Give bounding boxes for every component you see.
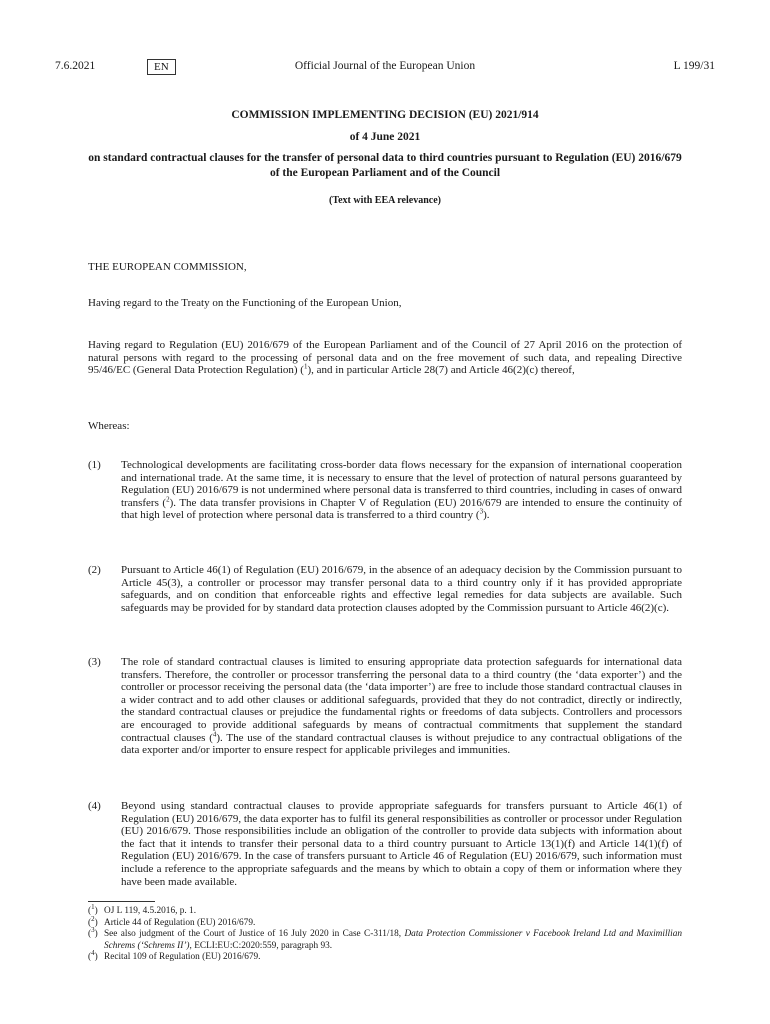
footnote-number: 1	[91, 902, 95, 911]
regulation-text: Having regard to Regulation (EU) 2016/679 of the European Parliament and of the Council of 27 April 2016 on the protection of natural persons with regard to the processing of personal data and on the free movement of such data, and repealing Directive 95/46/EC (General Data Protection Regulation) (	[88, 339, 682, 377]
document-title	[88, 108, 682, 209]
whereas-heading: Whereas:	[88, 420, 130, 432]
footnote-text: OJ L 119, 4.5.2016, p. 1.	[104, 906, 197, 916]
footnote-1	[88, 902, 682, 918]
recital-text-part: Technological developments are facilitating cross-border data flows necessary for the expansion of international cooperation and international trade. At the same time, it is necessary to ensure that the level of protection of natural persons guaranteed by Regulation (EU) 2016/679 is not undermined where personal data is transferred to third countries, including in cases of onward transfers (	[121, 459, 682, 509]
page-reference: L 199/31	[673, 60, 715, 72]
recital-4	[88, 800, 682, 888]
footnote-mark: ($^4$)	[88, 949, 98, 963]
recital-text-part: ). The use of the standard contractual clauses is without prejudice to any contractual obligations of the data exporter and/or importer to ensure respect for applicable privileges and immunities.	[121, 731, 682, 757]
recital-number: (1)	[88, 459, 101, 471]
footnote-ref[interactable]: 3	[479, 507, 484, 516]
journal-name: Official Journal of the European Union	[294, 60, 476, 72]
recital-3	[88, 656, 682, 757]
recital-number: (4)	[88, 800, 101, 812]
footnote-mark: ($^1$)	[88, 902, 98, 916]
footnote-4	[88, 949, 682, 964]
recital-text-part: ).	[483, 509, 490, 522]
language-badge: EN	[147, 59, 176, 75]
footnote-ref[interactable]: 1	[303, 362, 308, 371]
recital-text-part: ). The data transfer provisions in Chapter V of Regulation (EU) 2016/679 are intended to ensure the continuity of that high level of protection where personal data is transferred to a third country (	[121, 496, 682, 522]
recital-text	[121, 656, 682, 757]
footnote-ref[interactable]: 4	[212, 729, 217, 738]
recital-text: Beyond using standard contractual clauses to provide appropriate safeguards for transfers pursuant to Article 46(1) of Regulation (EU) 2016/679, the data exporter has to fulfil its general responsibilities as controller or processor under Regulation (EU) 2016/679. Those responsibilities include an obligation of the controller to provide data subjects with information about the fact that it intends to transfer their personal data to a third country pursuant to Article 13(1)(f) and Article 14(1)(f) of Regulation (EU) 2016/679. In the case of transfers pursuant to Article 46 of Regulation (EU) 2016/679, such information must include a reference to the appropriate safeguards and the means by which to obtain a copy of them or information where they have been made available.	[121, 800, 682, 888]
recital-number: (2)	[88, 564, 101, 576]
regulation-text-cont: ), and in particular Article 28(7) and Article 46(2)(c) thereof,	[307, 364, 575, 377]
regulation-citation	[88, 339, 682, 377]
footnote-3	[88, 926, 682, 952]
recital-1	[88, 459, 682, 522]
recital-text	[121, 459, 682, 522]
recital-2	[88, 564, 682, 614]
footnote-text: See also judgment of the Court of Justice of 16 July 2020 in Case C-311/18,	[104, 929, 405, 940]
footnote-number: 3	[91, 926, 95, 935]
footnote-divider	[88, 901, 155, 902]
footnotes	[88, 902, 682, 964]
decision-date: of 4 June 2021	[349, 130, 421, 143]
footnote-2	[88, 914, 682, 930]
decision-subject: on standard contractual clauses for the transfer of personal data to third countries pursuant to Regulation (EU) 2016/679 of the European Parliament and of the Council	[88, 152, 682, 179]
footnote-mark: ($^3$)	[88, 926, 98, 940]
footnote-ref[interactable]: 2	[166, 495, 170, 504]
footnote-mark: ($^2$)	[88, 914, 98, 928]
footnote-number: 4	[91, 949, 95, 958]
eea-relevance: (Text with EEA relevance)	[329, 195, 441, 206]
recital-text: Pursuant to Article 46(1) of Regulation (EU) 2016/679, in the absence of an adequacy decision by the Commission pursuant to Article 45(3), a controller or processor may transfer personal data to a third country only if it has provided appropriate safeguards, and on condition that enforceable rights and effective legal remedies for data subjects are available. Such safeguards may be provided for by standard data protection clauses adopted by the Commission pursuant to Article 46(2)(c).	[121, 564, 682, 614]
page-header	[55, 60, 715, 76]
decision-title: COMMISSION IMPLEMENTING DECISION (EU) 2021/914	[231, 109, 539, 121]
case-name: Data Protection Commissioner v Facebook Ireland Ltd and Maximillian Schrems (‘Schrems II’)	[104, 929, 682, 951]
footnote-number: 2	[91, 914, 95, 923]
publication-date: 7.6.2021	[55, 60, 96, 72]
footnote-text: Recital 109 of Regulation (EU) 2016/679.	[104, 952, 261, 963]
recital-text-part: The role of standard contractual clauses is limited to ensuring appropriate data protection safeguards for international data transfers. Therefore, the controller or processor transferring the personal data to a third country (the ‘data exporter’) and the controller or processor receiving the personal data (the ‘data importer’) are free to include those standard contractual clauses in a wider contract and to add other clauses or additional safeguards, provided that they do not contradict, directly or indirectly, the standard contractual clauses or prejudice the fundamental rights or freedoms of data subjects. Controllers and processors are encouraged to provide additional safeguards by means of contractual commitments that supplement the standard contractual clauses (	[121, 656, 682, 744]
recital-number: (3)	[88, 656, 101, 668]
footnote-text-cont: , ECLI:EU:C:2020:559, paragraph 93.	[189, 940, 333, 951]
commission-heading: THE EUROPEAN COMMISSION,	[88, 261, 247, 273]
treaty-citation: Having regard to the Treaty on the Functioning of the European Union,	[88, 297, 402, 309]
footnote-text: Article 44 of Regulation (EU) 2016/679.	[104, 917, 256, 928]
